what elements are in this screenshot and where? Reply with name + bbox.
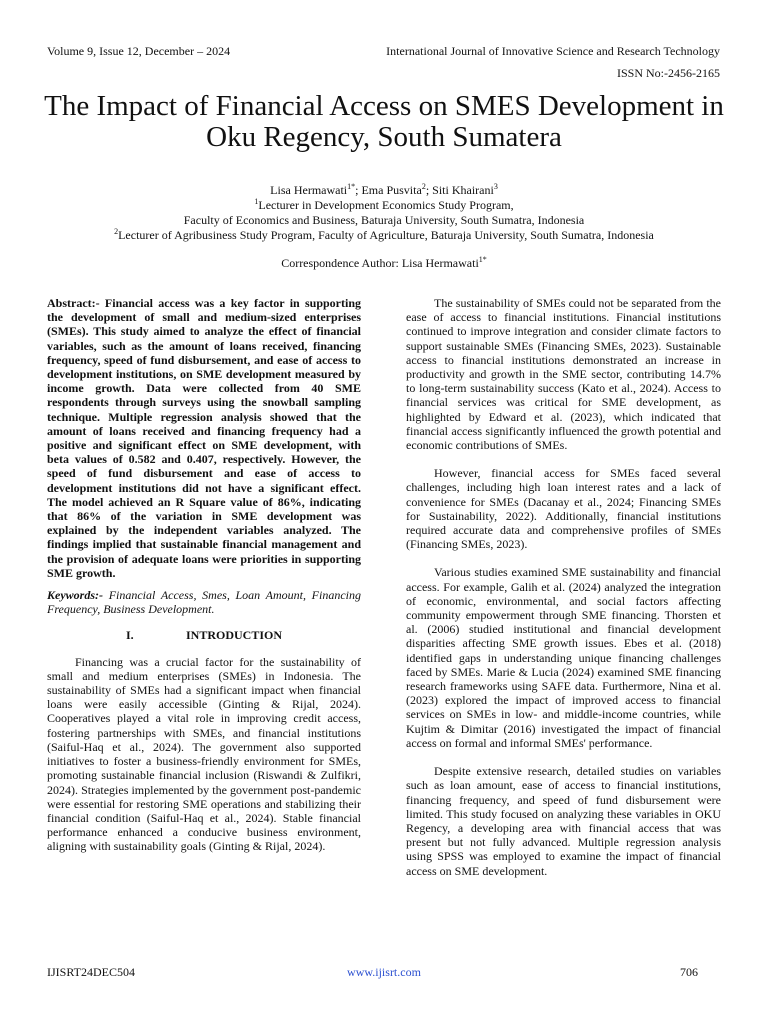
affiliation-2: [40, 228, 728, 243]
body-paragraph: Various studies examined SME sustainability and financial access. For example, Galih et al. (2024) analyzed the integration of economic, environmental, and social factors affecting community empowerment through SME financing. Thorsten et al. (2006) studied institutional and financial development disparities affecting SME growth issues. Ebes et al. (2018) identified gaps in understanding unique financing challenges faced by SMEs. Marie & Lucia (2024) examined SME financing research frameworks using SAFE data. Furthermore, Nina et al. (2023) explored the impact of improved access to financial services on SMEs in low- and middle-income countries, while Kujtim & Dimitar (2016) investigated the impact of financial access on formal and informal SMEs' performance.: [406, 565, 721, 750]
keywords-label: Keywords:-: [47, 588, 103, 603]
section-number: I.: [125, 628, 134, 643]
section-title: INTRODUCTION: [185, 628, 282, 643]
correspondence-sup: 1*: [478, 255, 487, 264]
journal-volume: Volume 9, Issue 12, December – 2024: [47, 44, 231, 58]
author-sup: 2: [421, 182, 426, 191]
affiliation-sup: 2: [114, 227, 119, 236]
issn: ISSN No:-2456-2165: [616, 66, 720, 80]
correspondence-author: [40, 256, 728, 271]
paper-title: The Impact of Financial Access on SMES Development in Oku Regency, South Sumatera: [44, 90, 724, 153]
body-paragraph: However, financial access for SMEs faced several challenges, including high loan interest rates and a lack of convenience for SMEs (Dacanay et al., 2024; Financing SMEs for Sustainability, 2022). Additionally, financial institutions required accurate data and comprehensive profiles of SMEs (Financing SMEs, 2023).: [406, 466, 721, 552]
right-column: [406, 296, 721, 878]
page-number: 706: [680, 965, 698, 979]
author-line: [40, 183, 728, 198]
section-heading: [47, 628, 361, 642]
author-sup: 3: [493, 182, 498, 191]
author-name: ; Siti Khairani: [425, 183, 494, 197]
body-paragraph: The sustainability of SMEs could not be separated from the ease of access to financial institutions. Financial institutions continued to improve integration and consider climate factors to support sustainable SMEs (Financing SMEs, 2023). Sustainable access to financial institutions demonstrated an increase in productivity and growth in the SME sector, contributing 14.7% to long-term sustainability success (Kato et al., 2024). Access to financial services was critical for SME development, as highlighted by Edward et al. (2023), which indicated that financial access significantly influenced the growth potential and economic contributions of SMEs.: [406, 296, 721, 453]
affiliation-sup: 1: [254, 197, 259, 206]
abstract: Abstract:- Financial access was a key factor in supporting the development of small and medium-sized enterprises (SMEs). This study aimed to analyze the effect of financial variables, such as the amount of loans received, financing frequency, speed of fund disbursement, and ease of access to development institutions, on SME development measured by income growth. Data were collected from 40 SME respondents through surveys using the snowball sampling technique. Multiple regression analysis showed that the amount of loans received and financing frequency had a positive and significant effect on SME development, with beta values of 0.582 and 0.407, respectively. However, the speed of fund disbursement and ease of access to development institutions did not have a significant effect. The model achieved an R Square value of 86%, indicating that 86% of the variation in SME development was explained by the independent variables analyzed. The findings implied that sustainable financial management and the provision of adequate loans were priorities in supporting SME growth.: [47, 296, 361, 580]
body-paragraph: Financing was a crucial factor for the sustainability of small and medium enterprises (SMEs) in Indonesia. The sustainability of SMEs had a significant impact when financial loans were easily accessible (Ginting & Rijal, 2024). Cooperatives played a vital role in improving credit access, fostering partnerships with SMEs, and financial institutions (Saiful-Haq et al., 2024). The government also supported initiatives to foster a business-friendly environment for SMEs, promoting sustainable financial inclusion (Riswandi & Zulfikri, 2024). Strategies implemented by the government post-pandemic were essential for restoring SME operations and stabilizing their financial condition (Saiful-Haq et al., 2024). Stable financial performance enhanced a conducive business environment, aligning with sustainability goals (Ginting & Rijal, 2024).: [47, 654, 361, 854]
correspondence-label: Correspondence Author: Lisa Hermawati: [281, 256, 479, 270]
keywords-text: Financial Access, Smes, Loan Amount, Financing Frequency, Business Development.: [47, 588, 361, 617]
affiliation-1: [40, 198, 728, 213]
affiliation-1-cont: Faculty of Economics and Business, Baturaja University, South Sumatra, Indonesia: [183, 213, 585, 227]
author-name: Lisa Hermawati: [270, 183, 348, 197]
footer-paper-code: IJISRT24DEC504: [47, 965, 135, 979]
keywords: [47, 588, 361, 616]
footer-url-link[interactable]: www.ijisrt.com: [347, 965, 421, 979]
author-block: [40, 183, 728, 243]
left-column: [47, 296, 361, 854]
body-paragraph: Despite extensive research, detailed studies on variables such as loan amount, ease of access to financial institutions, financing frequency, and speed of fund disbursement were limited. This study focused on analyzing these variables in OKU Regency, a developing area with financial access that was present but not fully advanced. Multiple regression analysis using SPSS was employed to examine the impact of financial access on SME development.: [406, 764, 721, 878]
author-name: ; Ema Pusvita: [355, 183, 422, 197]
affiliation-text: Lecturer in Development Economics Study Program,: [258, 198, 514, 212]
author-sup: 1*: [347, 182, 356, 191]
journal-name: International Journal of Innovative Science and Research Technology: [386, 44, 720, 58]
affiliation-text: Lecturer of Agribusiness Study Program, Faculty of Agriculture, Baturaja University, South Sumatra, Indonesia: [118, 228, 654, 242]
